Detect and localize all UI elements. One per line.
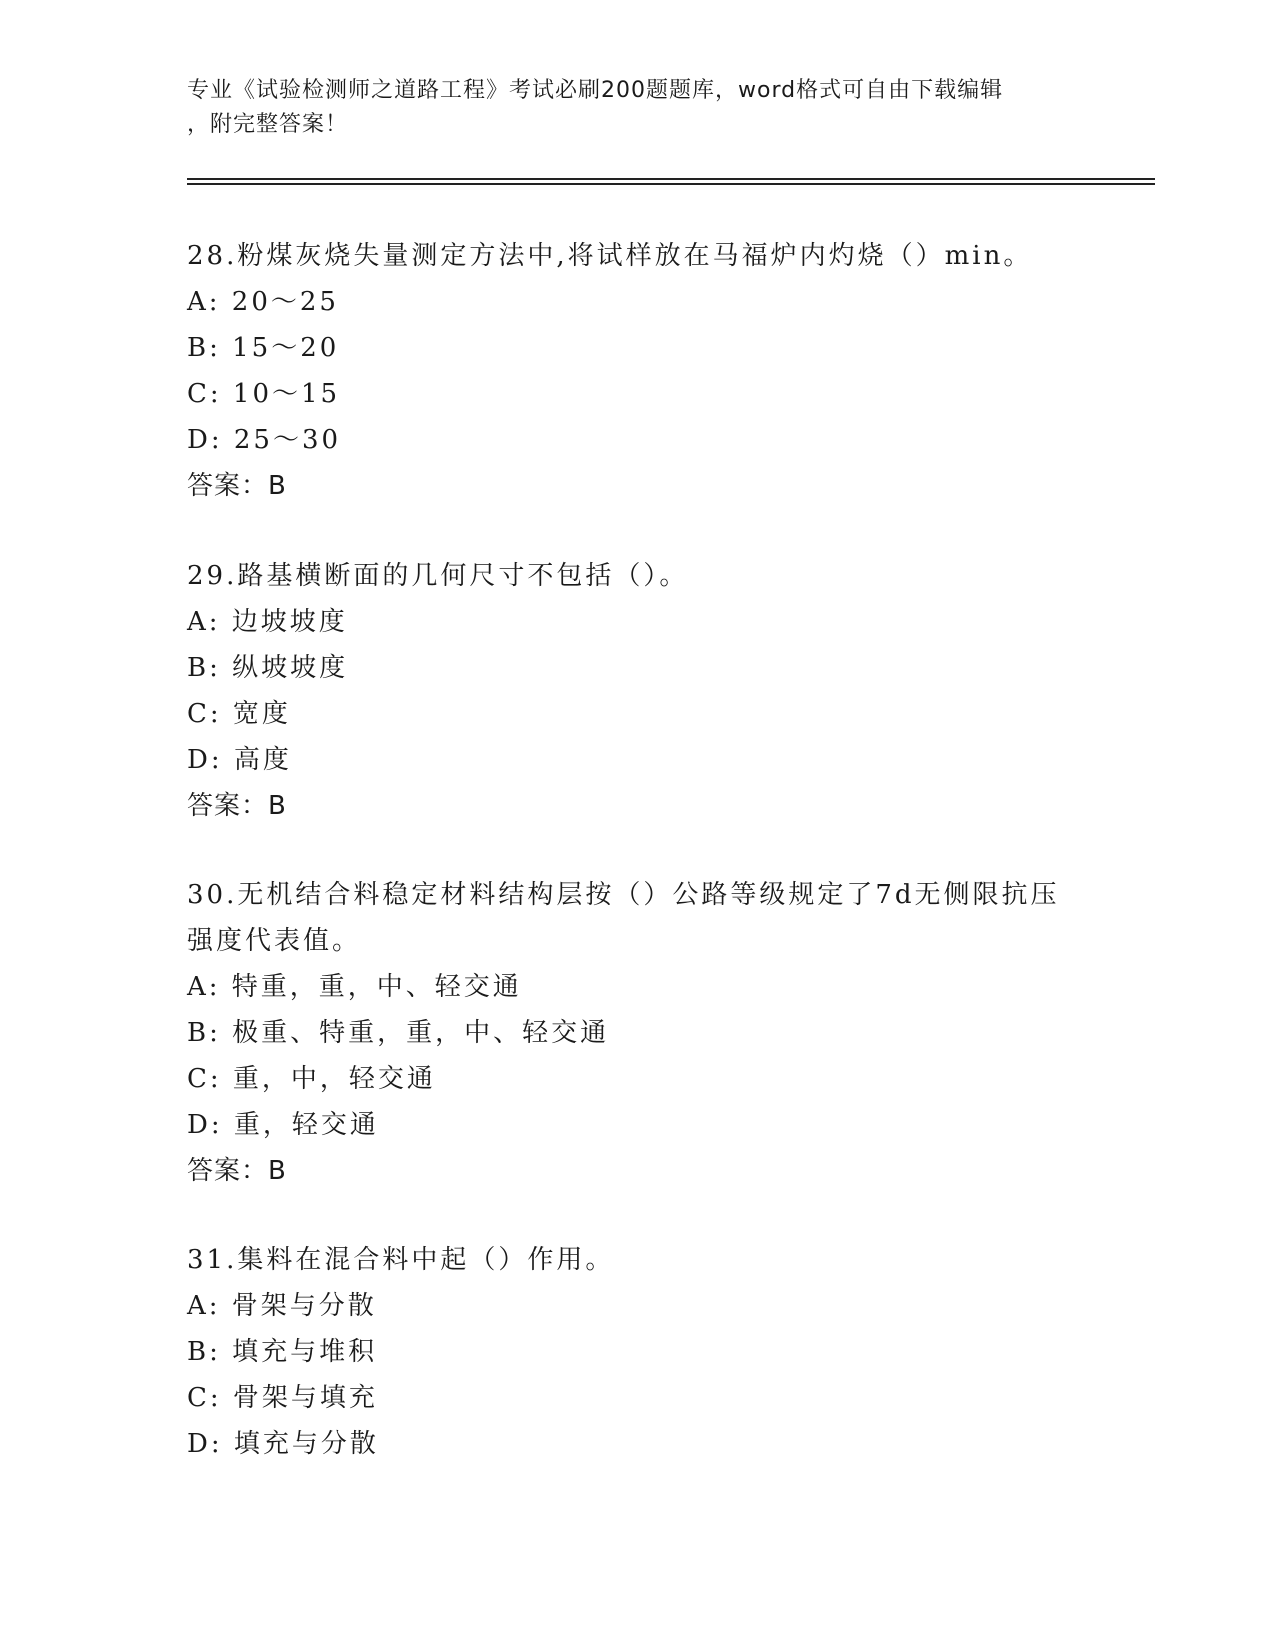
- option-c: C: 宽度: [187, 699, 291, 729]
- question-31: [187, 1237, 1087, 1467]
- question-stem: 28.粉煤灰烧失量测定方法中,将试样放在马福炉内灼烧（）min。: [187, 241, 1033, 271]
- answer: 答案：B: [187, 471, 287, 501]
- answer: 答案：B: [187, 1156, 287, 1186]
- header-divider-bottom: [187, 183, 1155, 185]
- option-a: A: 边坡坡度: [187, 607, 348, 637]
- header-divider-top: [187, 178, 1155, 180]
- header-line-1: 专业《试验检测师之道路工程》考试必刷200题题库，word格式可自由下载编辑: [187, 78, 1004, 103]
- question-29: [187, 553, 1087, 829]
- header-line-2: ，附完整答案！: [187, 112, 349, 137]
- question-stem: 31.集料在混合料中起（）作用。: [187, 1245, 615, 1275]
- option-c: C: 重，中，轻交通: [187, 1064, 436, 1094]
- option-d: D: 高度: [187, 745, 292, 775]
- option-b: B: 纵坡坡度: [187, 653, 349, 683]
- question-30: [187, 872, 1087, 1194]
- option-b: B: 15～20: [187, 333, 340, 363]
- question-28: [187, 233, 1087, 509]
- answer: 答案：B: [187, 791, 287, 821]
- option-b: B: 填充与堆积: [187, 1337, 378, 1367]
- option-d: D: 重，轻交通: [187, 1110, 379, 1140]
- option-a: A: 20～25: [187, 287, 339, 317]
- option-c: C: 10～15: [187, 379, 341, 409]
- option-d: D: 25～30: [187, 425, 342, 455]
- option-b: B: 极重、特重，重，中、轻交通: [187, 1018, 610, 1048]
- question-stem: 29.路基横断面的几何尺寸不包括（）。: [187, 561, 689, 591]
- option-d: D: 填充与分散: [187, 1429, 379, 1459]
- option-c: C: 骨架与填充: [187, 1383, 378, 1413]
- option-a: A: 骨架与分散: [187, 1291, 377, 1321]
- document-header: [187, 74, 1087, 142]
- question-stem-line-1: 30.无机结合料稳定材料结构层按（）公路等级规定了7d无侧限抗压: [187, 880, 1060, 910]
- question-stem-line-2: 强度代表值。: [187, 926, 362, 956]
- option-a: A: 特重，重，中、轻交通: [187, 972, 522, 1002]
